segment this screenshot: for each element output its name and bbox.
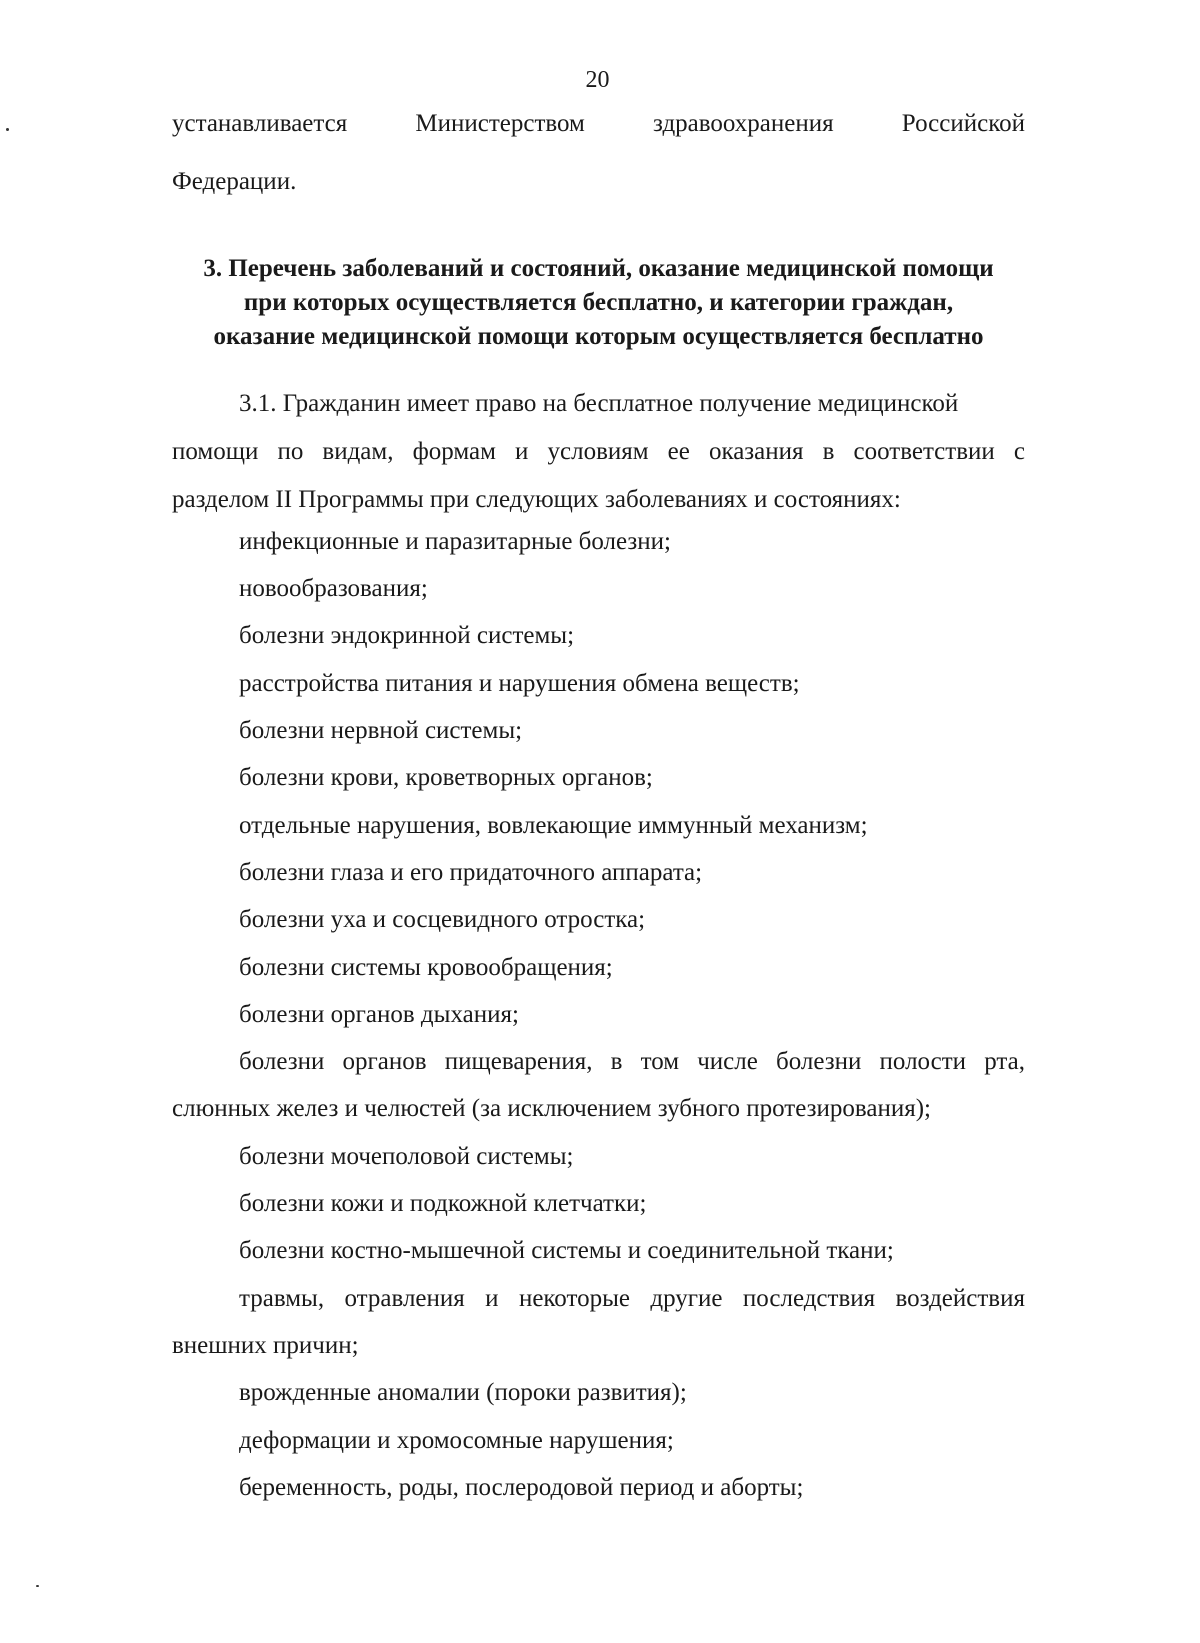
digestive-line-1 [172,1048,1025,1076]
list-item-text: болезни костно-мышечной системы и соединительной ткани; [239,1237,894,1264]
word: в [822,438,835,465]
word: в [610,1048,623,1075]
word: том [640,1048,680,1075]
list-item-text: болезни глаза и его придаточного аппарата; [239,859,703,886]
trauma-line-2: внешних причин; [172,1332,359,1359]
word: травмы, [239,1285,325,1312]
word: и [515,438,529,465]
word: помощи [172,438,259,465]
list-item [172,1474,1025,1502]
word: здравоохранения [653,110,834,137]
word: болезни [775,1048,862,1075]
list-item [172,717,1025,745]
list-item-text: болезни системы кровообращения; [239,954,613,981]
heading-line-3: оказание медицинской помощи которым осуществляется бесплатно [213,323,984,350]
list-item [172,859,1025,887]
word: другие [650,1285,723,1312]
word: болезни [239,1048,325,1075]
list-item-text: отдельные нарушения, вовлекающие иммунный механизм; [239,812,868,839]
word: полости [879,1048,967,1075]
list-item [172,1427,1025,1455]
word: некоторые [518,1285,630,1312]
list-item [172,670,1025,698]
para-line-1: 3.1. Гражданин имеет право на бесплатное получение медицинской [239,390,959,417]
list-item-text: болезни нервной системы; [239,717,523,744]
list-item [172,1237,1025,1265]
list-item-text: расстройства питания и нарушения обмена веществ; [239,670,800,697]
para-line-3: разделом II Программы при следующих заболеваниях и состояниях: [172,486,901,513]
word: и [485,1285,499,1312]
word: пищеварения, [444,1048,593,1075]
word: соответствии [853,438,995,465]
word: Министерством [415,110,585,137]
word: ее [667,438,690,465]
scan-speck [6,128,9,131]
word: отравления [344,1285,465,1312]
list-item-digestive [172,1048,1025,1123]
list-item [172,528,1025,556]
list-item-text: болезни уха и сосцевидного отростка; [239,906,646,933]
list-item-text: болезни эндокринной системы; [239,622,575,649]
list-item [172,812,1025,840]
list-item-trauma [172,1285,1025,1360]
word: воздействия [895,1285,1025,1312]
word: по [277,438,304,465]
word: формам [412,438,496,465]
list-item-text: инфекционные и паразитарные болезни; [239,528,672,555]
para-line-2 [172,438,1025,466]
digestive-line-2: слюнных желез и челюстей (за исключением зубного протезирования); [172,1095,931,1122]
list-item-text: болезни мочеполовой системы; [239,1143,574,1170]
word: оказания [708,438,804,465]
list-item-text: новообразования; [239,575,428,602]
intro-line-1 [172,110,1025,138]
word: рта, [984,1048,1025,1075]
list-item [172,954,1025,982]
list-item-text: врожденные аномалии (пороки развития); [239,1379,687,1406]
list-item [172,906,1025,934]
list-item [172,1379,1025,1407]
list-item [172,1143,1025,1171]
word: видам, [322,438,394,465]
word: устанавливается [172,110,348,137]
word: Российской [901,110,1025,137]
list-item [172,575,1025,603]
page-number: 20 [585,67,610,93]
word: с [1013,438,1025,465]
list-item [172,1001,1025,1029]
list-item-text: болезни крови, кроветворных органов; [239,764,653,791]
list-item-text: болезни органов дыхания; [239,1001,519,1028]
list-item [172,764,1025,792]
section-heading [172,252,1025,354]
intro-paragraph [172,110,1025,196]
word: последствия [742,1285,876,1312]
scan-speck [36,1585,39,1587]
word: условиям [547,438,649,465]
list-item-text: болезни кожи и подкожной клетчатки; [239,1190,647,1217]
intro-line-2: Федерации. [172,168,297,195]
paragraph-3-1 [172,390,1025,514]
list-item-text: деформации и хромосомные нарушения; [239,1427,674,1454]
heading-line-2: при которых осуществляется бесплатно, и категории граждан, [243,289,954,316]
heading-line-1: 3. Перечень заболеваний и состояний, оказание медицинской помощи [203,255,994,282]
list-item [172,622,1025,650]
word: числе [697,1048,758,1075]
list-item [172,1190,1025,1218]
list-item-text: беременность, роды, послеродовой период и аборты; [239,1474,804,1501]
word: органов [342,1048,427,1075]
trauma-line-1 [172,1285,1025,1313]
